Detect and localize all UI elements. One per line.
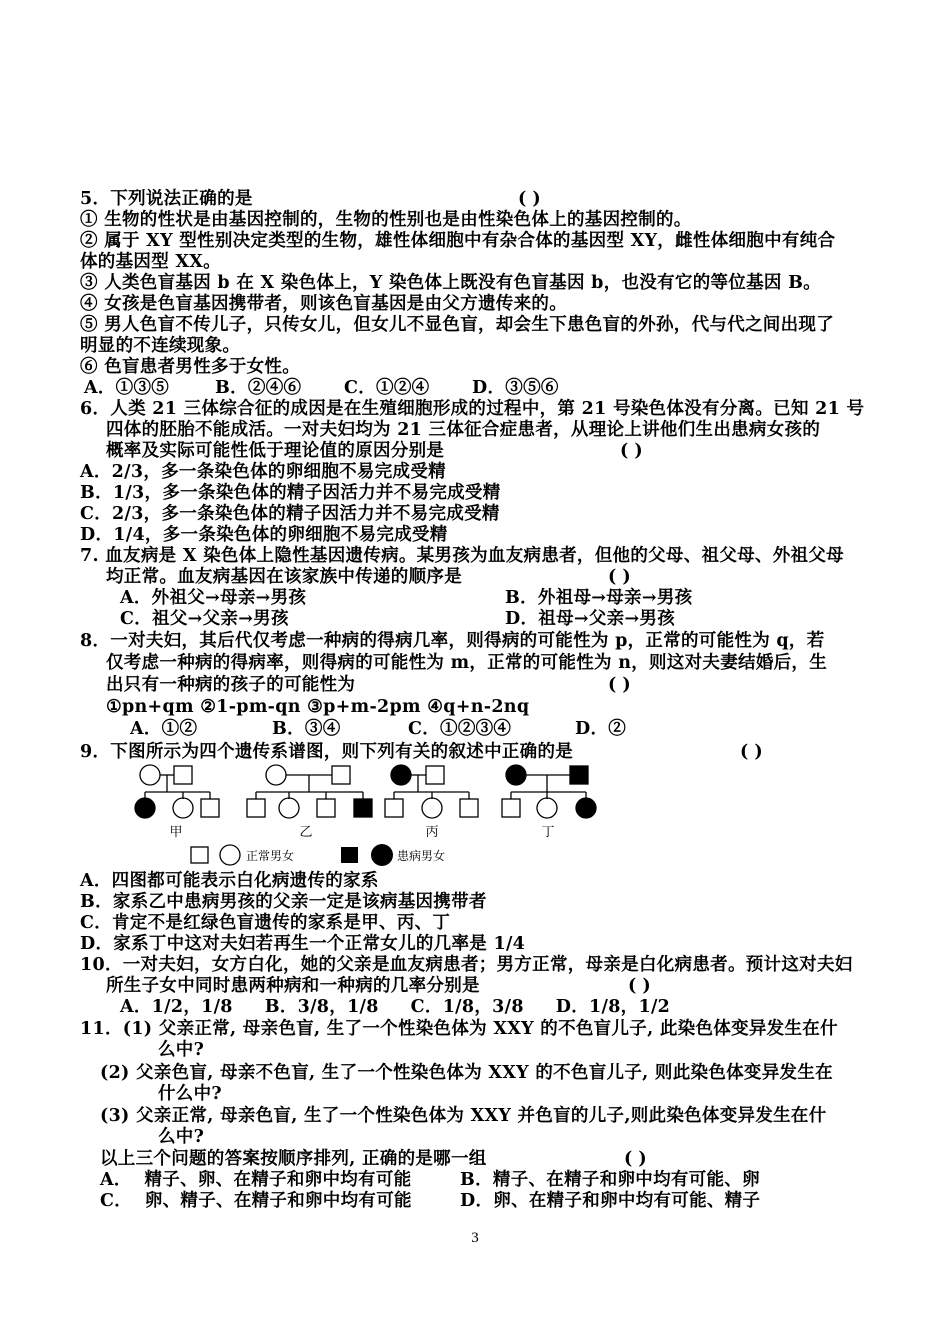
q5-statement-5: ⑤ 男人色盲不传儿子，只传女儿，但女儿不显色盲，却会生下患色盲的外孙，代与代之间出现了 [80, 315, 834, 335]
q5-statement-6: ⑥ 色盲患者男性多于女性。 [80, 357, 300, 377]
q5-statement-4: ④ 女孩是色盲基因携带者，则该色盲基因是由父方遗传来的。 [80, 294, 567, 314]
q7-stem-line-1: 7. 血友病是 X 染色体上隐性基因遗传病。某男孩为血友病患者，但他的父母、祖父母、外祖父母 [80, 546, 844, 566]
q7-option-b: B．外祖母→母亲→男孩 [505, 588, 693, 608]
q7-option-c: C．祖父→父亲→男孩 [120, 609, 289, 629]
q6-option-d: D．1/4，多一条染色体的卵细胞不易完成受精 [80, 525, 448, 545]
q9-option-c: C．肯定不是红绿色盲遗传的家系是甲、丙、丁 [80, 913, 451, 933]
q8-option-c: C．①②③④ [408, 719, 512, 739]
legend-affected-male-square [341, 847, 358, 863]
q8-option-b: B．③④ [272, 719, 341, 739]
legend-affected-label: 患病男女 [397, 849, 446, 863]
q8-option-a: A．①② [130, 719, 198, 739]
q11-summary: 以上三个问题的答案按顺序排列, 正确的是哪一组 [100, 1149, 487, 1169]
label-yi: 乙 [299, 825, 313, 840]
q11-part1-cont: 么中? [158, 1040, 205, 1060]
q7-stem-line-2: 均正常。血友病基因在该家族中传递的顺序是 [106, 567, 462, 587]
bing-daughter-normal-female [422, 798, 442, 818]
q7-option-a: A．外祖父→母亲→男孩 [120, 588, 307, 608]
q9-answer-paren: ( ) [740, 742, 763, 762]
yi-son-affected-male [354, 799, 372, 817]
pedigree-bing [385, 765, 478, 818]
page-number: 3 [471, 1230, 479, 1246]
q10-stem-line-2: 所生子女中同时患两种病和一种病的几率分别是 [106, 976, 480, 996]
q5-option-d: D．③⑤⑥ [472, 378, 559, 398]
yi-mother-normal-female [266, 765, 286, 785]
q11-part1: 11．(1) 父亲正常, 母亲色盲, 生了一个性染色体为 XXY 的不色盲儿子, 此染色体变异发生在什 [80, 1019, 838, 1039]
ding-daughter-affected-female [576, 798, 596, 818]
q9-option-d: D．家系丁中这对夫妇若再生一个正常女儿的几率是 1/4 [80, 934, 526, 954]
q9-stem: 9．下图所示为四个遗传系谱图，则下列有关的叙述中正确的是 [80, 742, 574, 762]
yi-son-normal-male [247, 799, 265, 817]
q8-formulas: ①pn+qm ②1-pm-qn ③p+m-2pm ④q+n-2nq [106, 697, 530, 717]
q11-answer-paren: ( ) [624, 1149, 647, 1169]
q8-stem-line-1: 8．一对夫妇，其后代仅考虑一种病的得病几率，则得病的可能性为 p，正常的可能性为 q，若 [80, 631, 825, 651]
ding-son-normal-male [502, 799, 520, 817]
q9-option-a: A．四图都可能表示白化病遗传的家系 [80, 871, 379, 891]
bing-mother-affected-female [391, 765, 411, 785]
q11-option-c: C． 卵、精子、在精子和卵中均有可能 [100, 1191, 412, 1211]
q11-part3: (3) 父亲正常, 母亲色盲, 生了一个性染色体为 XXY 并色盲的儿子,则此染色体变异发生在什 [100, 1106, 827, 1126]
q5-option-c: C．①②④ [344, 378, 430, 398]
bing-son-normal-male-2 [460, 799, 478, 817]
jia-daughter-affected-female [135, 798, 155, 818]
pedigree-jia [135, 765, 219, 818]
q9-option-b: B．家系乙中患病男孩的父亲一定是该病基因携带者 [80, 892, 487, 912]
ding-father-affected-male [570, 766, 588, 784]
q7-answer-paren: ( ) [608, 567, 631, 587]
ding-mother-affected-female [506, 765, 526, 785]
q5-stem: 5．下列说法正确的是 [80, 189, 253, 209]
q11-part2-cont: 什么中? [158, 1084, 222, 1104]
q5-statement-1: ① 生物的性状是由基因控制的，生物的性别也是由性染色体上的基因控制的。 [80, 210, 692, 230]
yi-father-normal-male [332, 766, 350, 784]
q8-option-d: D．② [575, 719, 627, 739]
q6-option-c: C．2/3，多一条染色体的精子因活力并不易完成受精 [80, 504, 500, 524]
ding-daughter-normal-female [537, 798, 557, 818]
q8-stem-line-3: 出只有一种病的孩子的可能性为 [106, 675, 356, 695]
q11-option-b: B．精子、在精子和卵中均有可能、卵 [460, 1170, 760, 1190]
label-jia: 甲 [169, 825, 183, 840]
q5-option-a: A．①③⑤ [84, 378, 170, 398]
q6-stem-line-3: 概率及实际可能性低于理论值的原因分别是 [106, 441, 445, 461]
q5-statement-2: ② 属于 XY 型性别决定类型的生物，雄性体细胞中有杂合体的基因型 XY，雌性体细胞中有纯合 [80, 231, 836, 251]
jia-son-normal-male [201, 799, 219, 817]
label-bing: 丙 [425, 825, 439, 840]
legend-normal-label: 正常男女 [246, 849, 295, 863]
q10-stem-line-1: 10．一对夫妇，女方白化，她的父亲是血友病患者；男方正常，母亲是白化病患者。预计这对夫妇 [80, 955, 853, 975]
q8-stem-line-2: 仅考虑一种病的得病率，则得病的可能性为 m，正常的可能性为 n，则这对夫妻结婚后，生 [106, 653, 828, 673]
q11-option-a: A． 精子、卵、在精子和卵中均有可能 [100, 1170, 412, 1190]
pedigree-yi [247, 765, 372, 818]
pedigree-diagram [126, 763, 506, 871]
jia-mother-normal-female [140, 765, 160, 785]
legend-normal-female-circle [220, 845, 240, 865]
label-ding: 丁 [541, 825, 555, 840]
q5-answer-paren: ( ) [518, 189, 541, 209]
pedigree-ding [496, 763, 606, 843]
jia-daughter-normal-female [173, 798, 193, 818]
q6-option-a: A．2/3，多一条染色体的卵细胞不易完成受精 [80, 462, 446, 482]
q10-answer-paren: ( ) [628, 976, 651, 996]
legend-affected-female-circle [371, 844, 393, 866]
legend-normal-male-square [191, 847, 208, 863]
jia-father-normal-male [174, 766, 192, 784]
q5-statement-3: ③ 人类色盲基因 b 在 X 染色体上，Y 染色体上既没有色盲基因 b，也没有它的等位基因 B。 [80, 273, 821, 293]
yi-daughter-normal-female [279, 798, 299, 818]
q5-statement-2-cont: 体的基因型 XX。 [80, 252, 221, 272]
q5-option-b: B．②④⑥ [215, 378, 302, 398]
q5-statement-5-cont: 明显的不连续现象。 [80, 336, 241, 356]
q6-answer-paren: ( ) [620, 441, 643, 461]
q11-option-d: D．卵、在精子和卵中均有可能、精子 [460, 1191, 761, 1211]
q8-answer-paren: ( ) [608, 675, 631, 695]
yi-son-normal-male-2 [317, 799, 335, 817]
q7-option-d: D．祖母→父亲→男孩 [505, 609, 676, 629]
q10-options: A．1/2，1/8 B．3/8，1/8 C．1/8，3/8 D．1/8，1/2 [120, 997, 671, 1017]
q11-part2: (2) 父亲色盲, 母亲不色盲, 生了一个性染色体为 XXY 的不色盲儿子, 则此染色体变异发生在 [100, 1063, 833, 1083]
q6-option-b: B．1/3，多一条染色体的精子因活力并不易完成受精 [80, 483, 501, 503]
q11-part3-cont: 么中? [158, 1127, 205, 1147]
bing-son-normal-male [385, 799, 403, 817]
q6-stem-line-2: 四体的胚胎不能成活。一对夫妇均为 21 三体征合症患者，从理论上讲他们生出患病女孩的 [106, 420, 821, 440]
q6-stem-line-1: 6．人类 21 三体综合征的成因是在生殖细胞形成的过程中，第 21 号染色体没有分离。已知 21 号 [80, 399, 865, 419]
bing-father-normal-male [426, 766, 444, 784]
